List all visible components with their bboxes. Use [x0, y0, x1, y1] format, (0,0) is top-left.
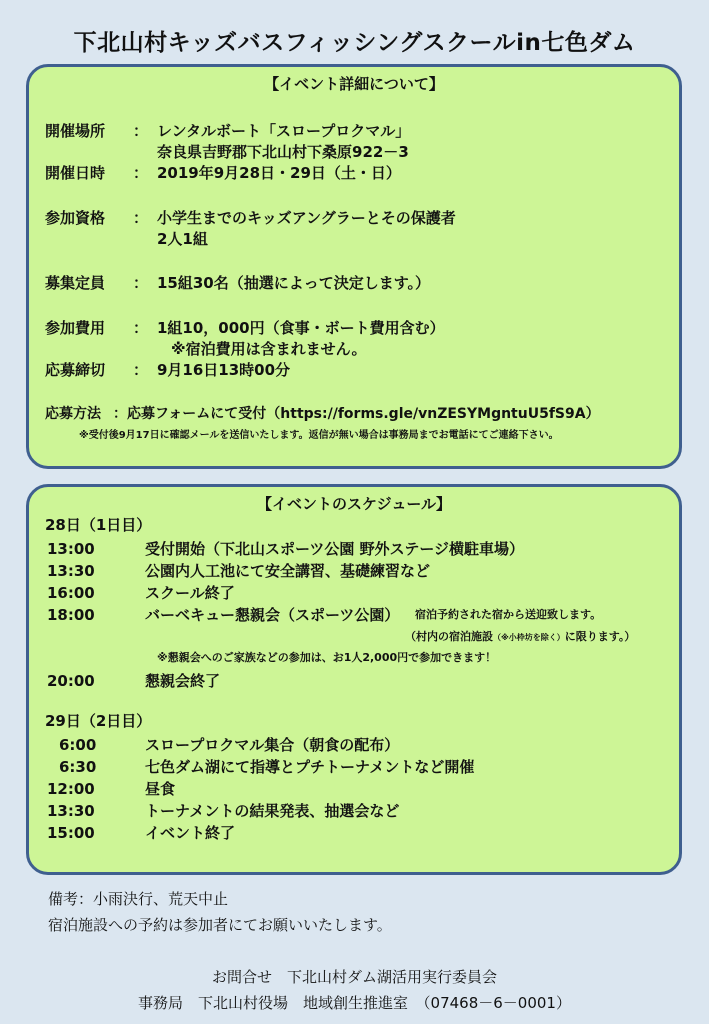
schedule-time: 15:00 [47, 824, 95, 842]
day1-label: 28日（1日目） [45, 516, 152, 534]
deadline-colon: ： [133, 361, 149, 379]
details-heading: 【イベント詳細について】 [264, 75, 444, 93]
eligibility-label: 参加資格 [45, 209, 106, 227]
bbq-note-2 [405, 627, 635, 648]
schedule-event: イベント終了 [145, 824, 236, 842]
schedule-time: 12:00 [47, 780, 95, 798]
fee-value-line1: 1組10，000円（食事・ボート費用含む） [157, 319, 445, 337]
method-note: ※受付後9月17日に確認メールを送信いたします。返信が無い場合は事務局までお電話にてご連絡下さい。 [79, 430, 559, 441]
schedule-time: 13:30 [47, 562, 95, 580]
date-value: 2019年9月28日・29日（土・日） [157, 164, 401, 182]
venue-label: 開催場所 [45, 122, 106, 140]
bbq-note-1: 宿泊予約された宿から送迎致します。 [415, 608, 602, 621]
capacity-label: 募集定員 [45, 274, 106, 292]
schedule-event: バーベキュー懇親会（スポーツ公園） [145, 606, 400, 624]
day2-label: 29日（2日目） [45, 712, 152, 730]
fee-colon: ： [133, 319, 149, 337]
schedule-time: 18:00 [47, 606, 95, 624]
method-label: 応募方法 [45, 406, 101, 422]
schedule-time: 13:00 [47, 540, 95, 558]
schedule-time: 16:00 [47, 584, 95, 602]
bbq-note-2b: （※小枠坊を除く） [493, 633, 565, 642]
schedule-event: スクール終了 [145, 584, 235, 602]
schedule-time: 6:00 [59, 736, 97, 754]
venue-value-line1: レンタルボート「スロープロクマル」 [157, 122, 411, 140]
capacity-colon: ： [133, 274, 149, 292]
date-label: 開催日時 [45, 164, 106, 182]
schedule-heading: 【イベントのスケジュール】 [256, 495, 452, 513]
schedule-event: 受付開始（下北山スポーツ公園 野外ステージ横駐車場） [145, 540, 525, 558]
event-details-panel [26, 64, 682, 469]
contact-line-2: 事務局 下北山村役場 地域創生推進室 （07468－6－0001） [138, 994, 571, 1012]
eligibility-colon: ： [133, 209, 149, 227]
schedule-event: 昼食 [145, 780, 176, 798]
contact-line-1: お問合せ 下北山村ダム湖活用実行委員会 [211, 968, 497, 986]
schedule-time: 20:00 [47, 672, 95, 690]
deadline-value: 9月16日13時00分 [157, 361, 291, 379]
eligibility-value-line2: 2人1組 [157, 230, 208, 248]
footer-note-2: 宿泊施設への予約は参加者にてお願いいたします。 [48, 916, 392, 934]
schedule-event: トーナメントの結果発表、抽選会など [145, 802, 400, 820]
venue-colon: ： [133, 122, 149, 140]
venue-value-line2: 奈良県吉野郡下北山村下桑原922－3 [157, 143, 409, 161]
bbq-note-2c: に限ります。） [564, 630, 636, 643]
schedule-event: 七色ダム湖にて指導とプチトーナメントなど開催 [145, 758, 475, 776]
method-value: ：応募フォームにて受付（https://forms.gle/vnZESYMgntuU5fS9A） [113, 406, 600, 422]
bbq-note-2a: （村内の宿泊施設 [405, 630, 493, 643]
schedule-time: 6:30 [59, 758, 97, 776]
bbq-note-3: ※懇親会へのご家族などの参加は、お1人2,000円で参加できます！ [157, 651, 497, 664]
fee-value-line2: ※宿泊費用は含まれません。 [171, 340, 367, 358]
footer-note-1: 備考：小雨決行、荒天中止 [48, 890, 229, 908]
schedule-panel [26, 484, 682, 875]
eligibility-value-line1: 小学生までのキッズアングラーとその保護者 [157, 209, 456, 227]
page-title: 下北山村キッズバスフィッシングスクールin七色ダム [73, 30, 636, 56]
schedule-event: スロープロクマル集合（朝食の配布） [145, 736, 400, 754]
date-colon: ： [133, 164, 149, 182]
fee-label: 参加費用 [45, 319, 106, 337]
schedule-event: 公園内人工池にて安全講習、基礎練習など [145, 562, 431, 580]
capacity-value: 15組30名（抽選によって決定します。） [157, 274, 431, 292]
deadline-label: 応募締切 [45, 361, 106, 379]
schedule-event: 懇親会終了 [145, 672, 221, 690]
schedule-time: 13:30 [47, 802, 95, 820]
